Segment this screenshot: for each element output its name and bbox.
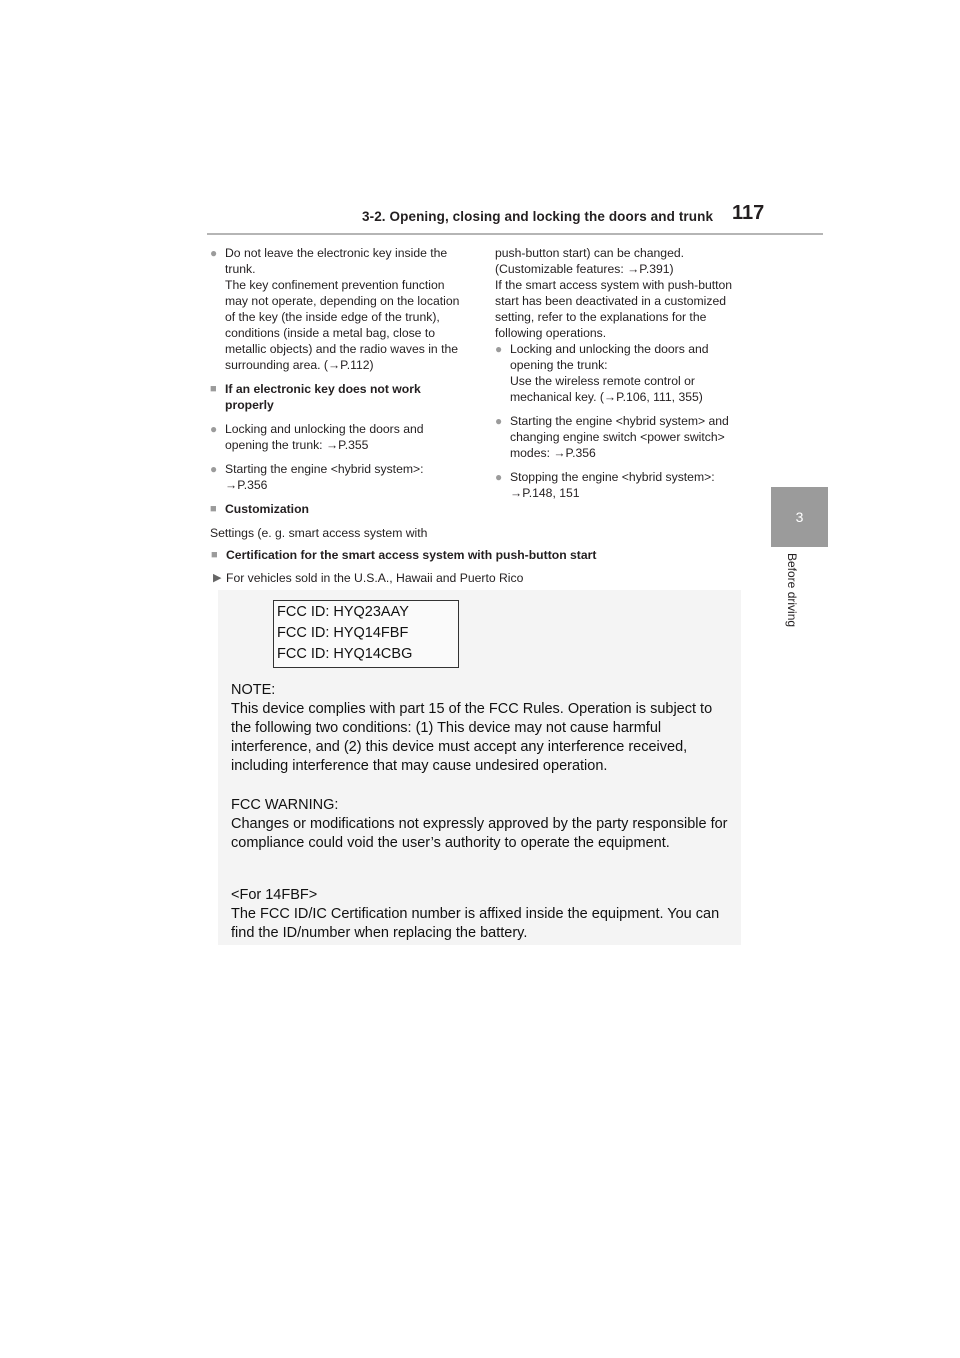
right-bullet-3: Stopping the engine <hybrid system>: →P.148, 151: [510, 470, 715, 500]
fcc-for-14fbf: [231, 886, 736, 943]
right-bullet-1-para: Use the wireless remote control or mechanical key. (→P.106, 111, 355): [510, 374, 703, 404]
fcc-id-line: FCC ID: HYQ14CBG: [277, 646, 413, 662]
left-bullet-3: Starting the engine <hybrid system>: →P.356: [225, 462, 424, 492]
square-bullet-icon: ■: [210, 383, 217, 395]
deactivated-text: If the smart access system with push-button start has been deactivated in a customized setting, refer to the explanations for the following operations.: [495, 278, 733, 340]
bullet-icon: ●: [210, 422, 218, 436]
fcc-note: [231, 681, 736, 776]
chapter-label-text: Before driving: [785, 553, 799, 628]
bullet-icon: ●: [210, 462, 218, 476]
left-bullet-1-para: The key confinement prevention function may not operate, depending on the location of the key (the inside edge of the trunk), conditions (inside a metal bag, close to metallic objects) and the radio waves in the surrounding area. (→P.112): [225, 278, 460, 372]
chapter-label: [765, 553, 835, 653]
page-number: 117: [732, 202, 765, 224]
certification-subheading-text: For vehicles sold in the U.S.A., Hawaii and Puerto Rico: [226, 571, 524, 585]
note-label: NOTE:: [231, 682, 276, 698]
right-bullet-1: Locking and unlocking the doors and opening the trunk:: [510, 342, 709, 372]
list-item: [495, 413, 751, 461]
left-column: [210, 245, 468, 541]
fcc-label-image: [218, 590, 741, 945]
note-text: This device complies with part 15 of the FCC Rules. Operation is subject to the following two conditions: (1) This device may not cause harmful interference, and (2) this device must accept any interference received, including interference that may cause undesired operation.: [231, 701, 713, 774]
chapter-tab: [771, 487, 828, 547]
square-bullet-icon: ■: [211, 549, 218, 561]
list-item: [210, 421, 468, 453]
fcc-id-line: FCC ID: HYQ14FBF: [277, 625, 409, 641]
section-heading: [210, 381, 468, 413]
certification-subheading: [213, 570, 523, 586]
fcc-warning: [231, 796, 736, 853]
custom-text-end: push-button start) can be changed. (Customizable features: →P.391): [495, 246, 685, 276]
chapter-tab-number: 3: [795, 509, 804, 525]
right-bullet-2: Starting the engine <hybrid system> and changing engine switch <power switch> modes: →P.356: [510, 414, 729, 460]
bullet-icon: ●: [495, 470, 503, 484]
right-column: [495, 245, 751, 509]
list-item: [210, 245, 468, 373]
warning-label: FCC WARNING:: [231, 797, 339, 813]
certification-heading-text: Certification for the smart access system with push-button start: [226, 548, 597, 562]
left-bullet-2: Locking and unlocking the doors and opening the trunk: →P.355: [225, 422, 424, 452]
fcc-id-line: FCC ID: HYQ23AAY: [277, 604, 409, 620]
list-item: [495, 341, 751, 405]
custom-text-start: Settings (e. g. smart access system with: [210, 526, 428, 540]
left-bullet-1: Do not leave the electronic key inside the trunk.: [225, 246, 448, 276]
bullet-icon: ●: [495, 414, 503, 428]
square-bullet-icon: ■: [210, 503, 217, 515]
section-heading: [210, 501, 468, 517]
list-item: [495, 469, 751, 501]
header-rule: [207, 233, 823, 235]
page-header-title: 3-2. Opening, closing and locking the doors and trunk: [362, 209, 714, 224]
heading-customization: Customization: [225, 502, 309, 516]
triangle-bullet-icon: ▶: [213, 572, 222, 584]
list-item: [210, 461, 468, 493]
for-text: The FCC ID/IC Certification number is affixed inside the equipment. You can find the ID/number when replacing the battery.: [231, 906, 720, 941]
fcc-id-box: [273, 600, 459, 668]
warning-text: Changes or modifications not expressly approved by the party responsible for compliance could void the user’s authority to operate the equipment.: [231, 816, 728, 851]
bullet-icon: ●: [210, 246, 218, 260]
heading-key: If an electronic key does not work properly: [225, 382, 421, 412]
for-label: <For 14FBF>: [231, 887, 318, 903]
certification-heading: [211, 547, 596, 563]
bullet-icon: ●: [495, 342, 503, 356]
